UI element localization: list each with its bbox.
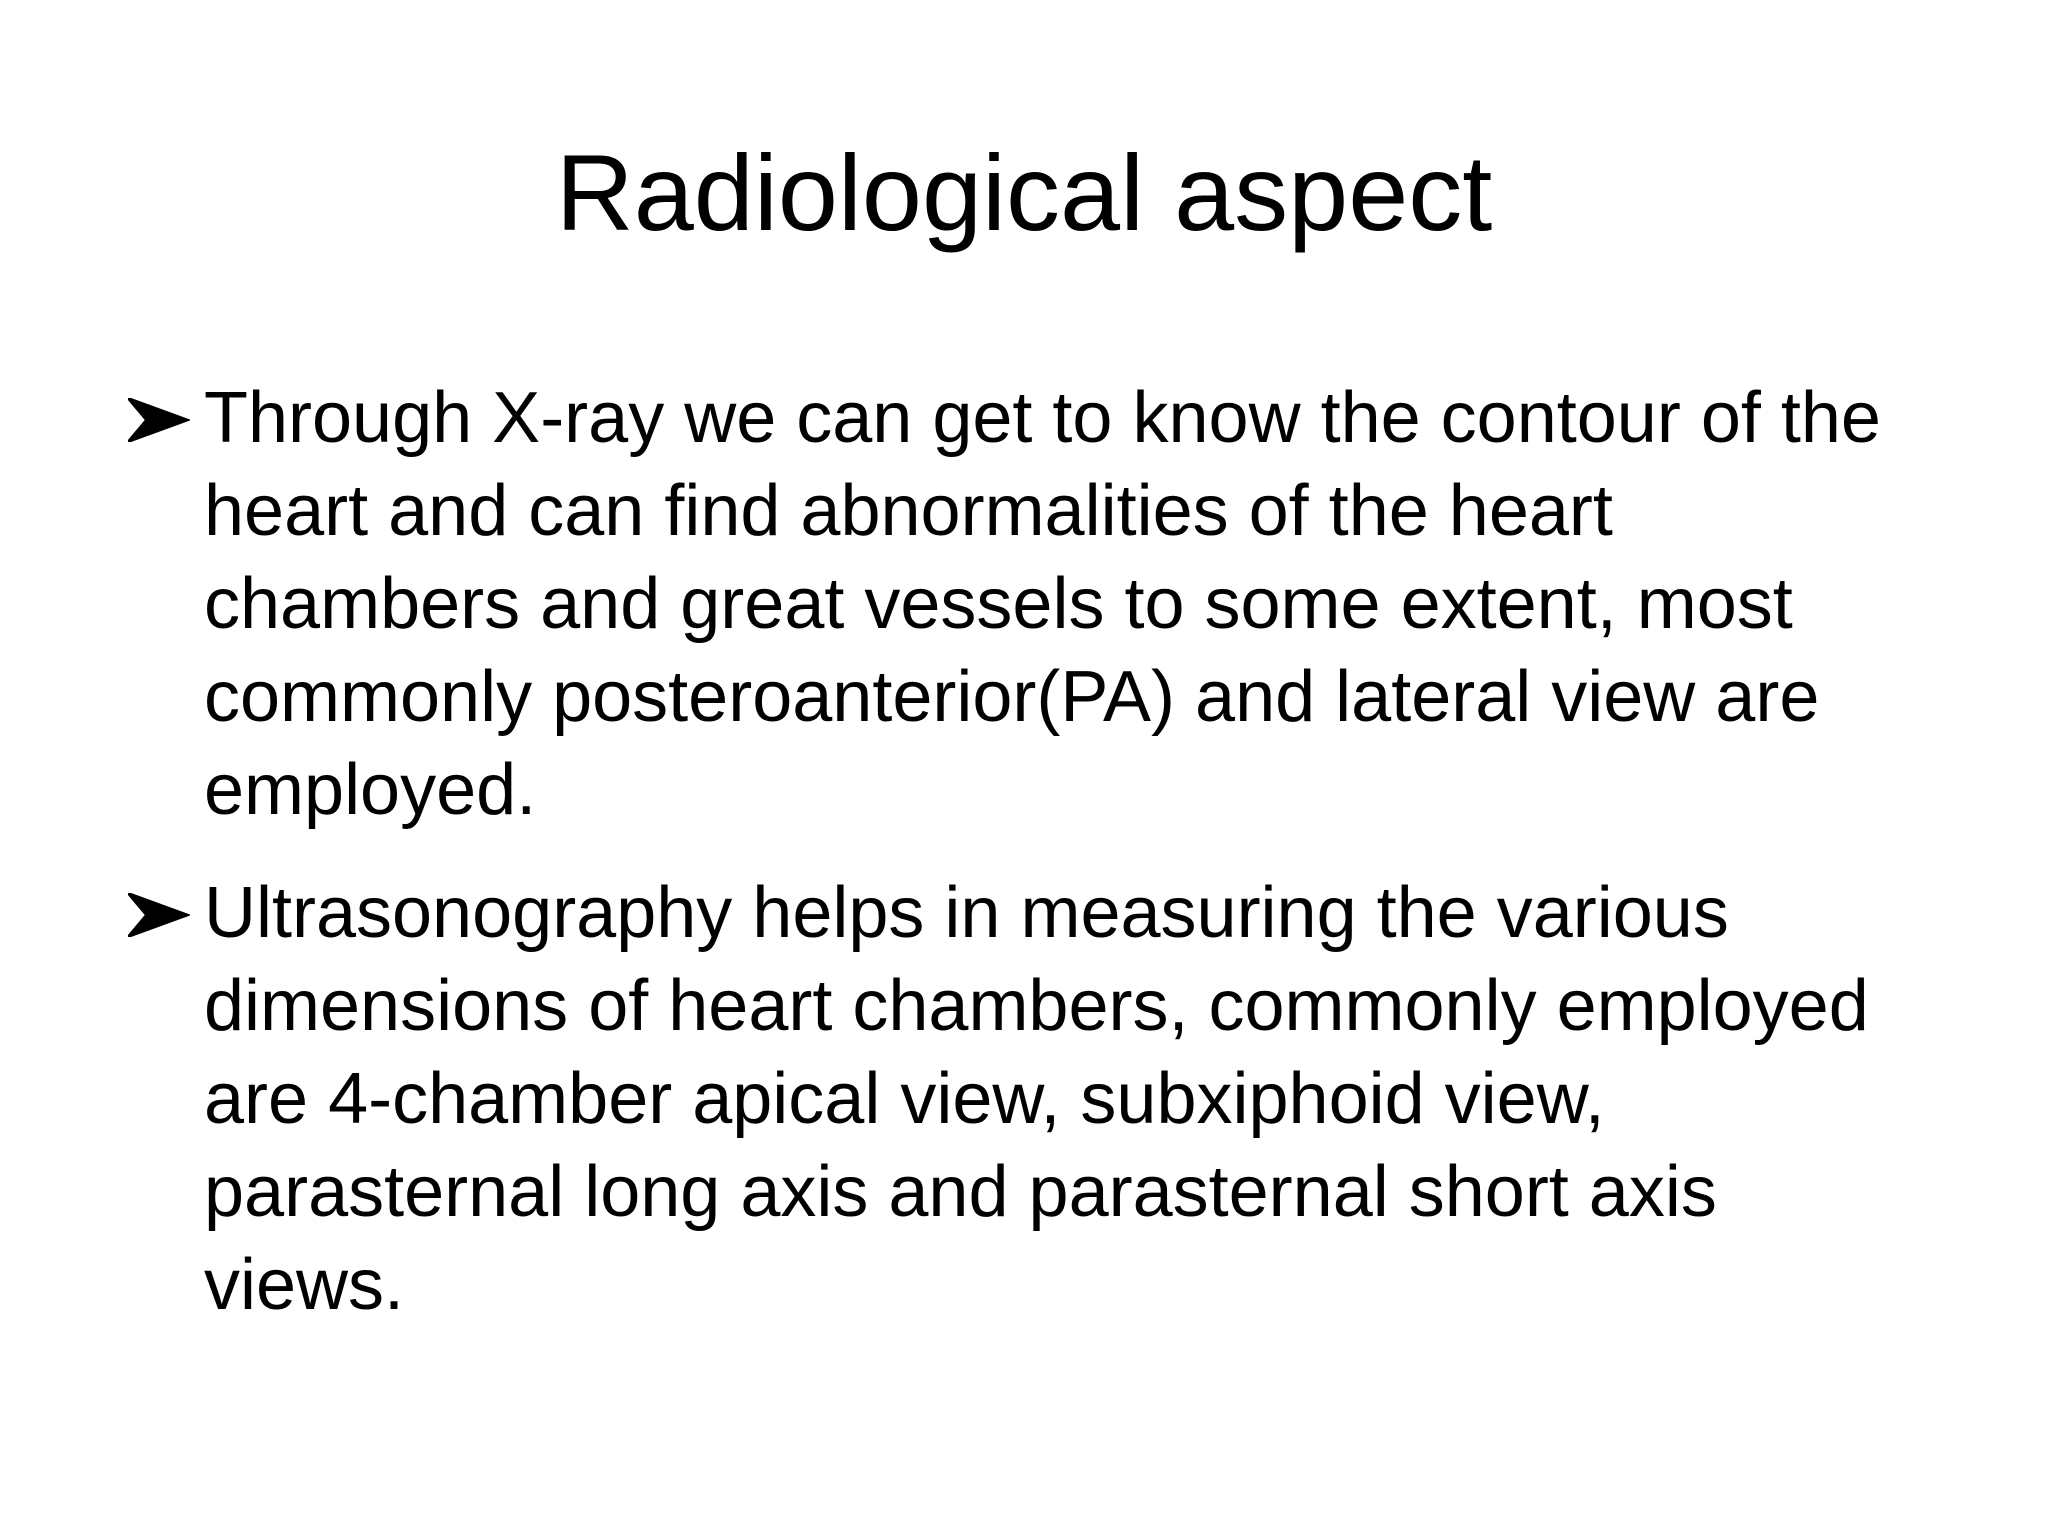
bullet-text: Ultrasonography helps in measuring the various dimensions of heart chambers, commonly employed are 4-chamber apical view, subxiphoid view, parasternal long axis and parasternal short axis views. bbox=[204, 873, 1869, 1325]
slide-title: Radiological aspect bbox=[555, 132, 1493, 253]
arrowhead-bullet-icon bbox=[128, 893, 190, 937]
bullet-list bbox=[128, 372, 1928, 1362]
bullet-text: Through X-ray we can get to know the contour of the heart and can find abnormalities of the heart chambers and great vessels to some extent, most commonly posteroanterior(PA) and lateral view are employed. bbox=[204, 378, 1881, 830]
bullet-item bbox=[128, 867, 1928, 1332]
bullet-item bbox=[128, 372, 1928, 837]
arrowhead-bullet-icon bbox=[128, 398, 190, 442]
